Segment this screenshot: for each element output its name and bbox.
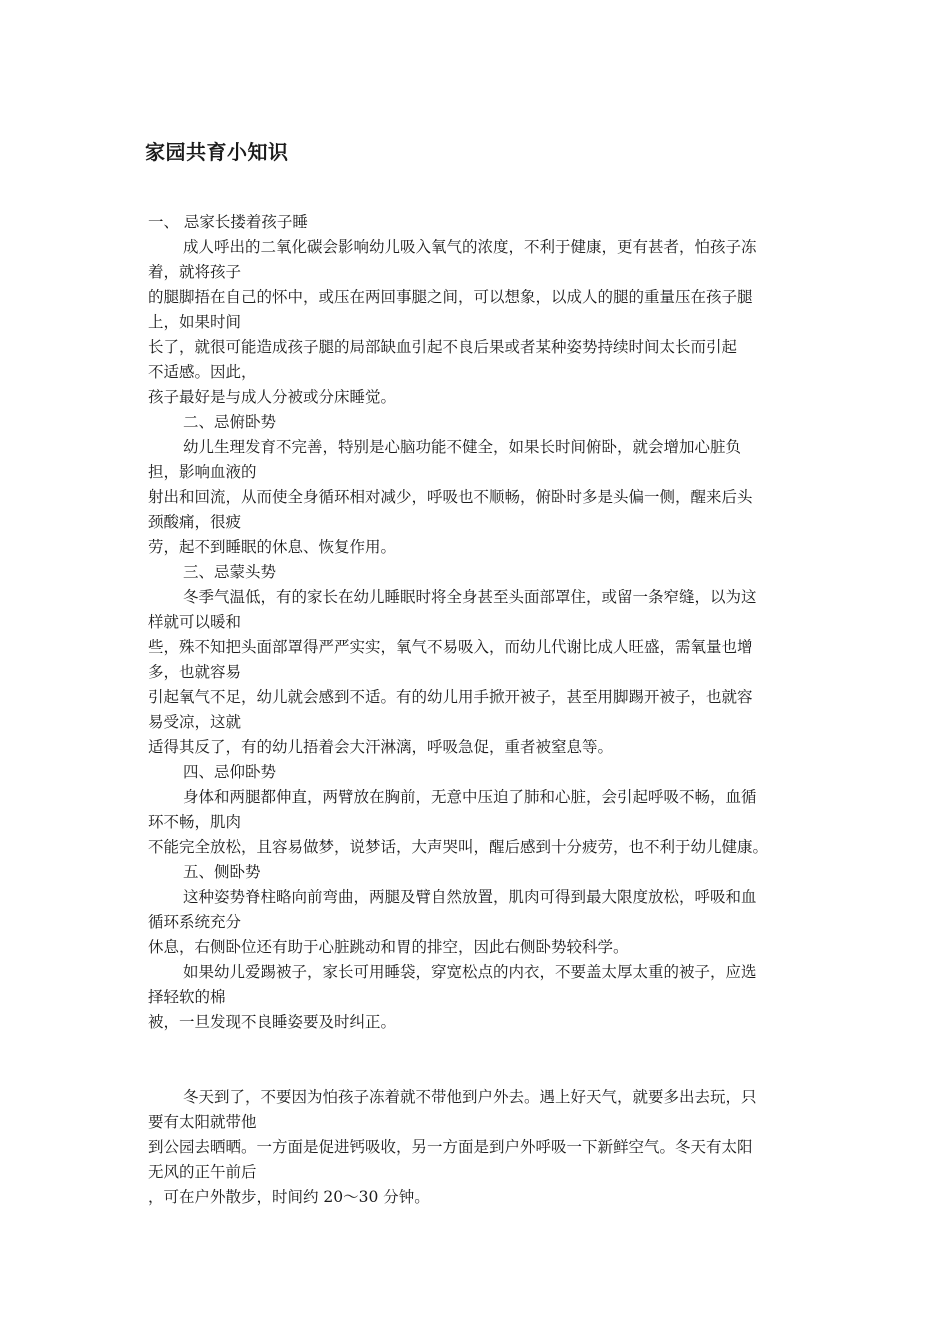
paragraph-line: 担，影响血液的 (148, 463, 257, 481)
paragraph-line: 易受凉，这就 (148, 713, 242, 731)
paragraph-line: 颈酸痛，很疲 (148, 513, 242, 531)
paragraph-line: 孩子最好是与成人分被或分床睡觉。 (148, 388, 397, 406)
paragraph-line: 被，一旦发现不良睡姿要及时纠正。 (148, 1013, 397, 1031)
paragraph-line: 到公园去晒晒。一方面是促进钙吸收，另一方面是到户外呼吸一下新鲜空气。冬天有太阳 (148, 1138, 753, 1156)
paragraph-line: 无风的正午前后 (148, 1163, 257, 1181)
paragraph-line: 这种姿势脊柱略向前弯曲，两腿及臂自然放置，肌肉可得到最大限度放松，呼吸和血 (183, 888, 757, 906)
paragraph-line: 如果幼儿爱踢被子，家长可用睡袋，穿宽松点的内衣，不要盖太厚太重的被子，应选 (183, 963, 757, 981)
paragraph-line: 长了，就很可能造成孩子腿的局部缺血引起不良后果或者某种姿势持续时间太长而引起 (148, 338, 738, 356)
paragraph-line: 些，殊不知把头面部罩得严严实实，氧气不易吸入，而幼儿代谢比成人旺盛，需氧量也增 (148, 638, 753, 656)
paragraph-line: 劳，起不到睡眠的休息、恢复作用。 (148, 538, 397, 556)
paragraph-line: 样就可以暖和 (148, 613, 242, 631)
paragraph-line: 引起氧气不足，幼儿就会感到不适。有的幼儿用手掀开被子，甚至用脚踢开被子，也就容 (148, 688, 753, 706)
paragraph-spacer (148, 1035, 808, 1085)
paragraph-line: 的腿脚捂在自己的怀中，或压在两回事腿之间，可以想象，以成人的腿的重量压在孩子腿 (148, 288, 753, 306)
document-title: 家园共育小知识 (145, 140, 289, 164)
paragraph-line: 冬季气温低，有的家长在幼儿睡眠时将全身甚至头面部罩住，或留一条窄缝，以为这 (183, 588, 757, 606)
paragraph-line: 适得其反了，有的幼儿捂着会大汗淋漓，呼吸急促，重者被窒息等。 (148, 738, 614, 756)
paragraph-line: 休息，右侧卧位还有助于心脏跳动和胃的排空，因此右侧卧势较科学。 (148, 938, 629, 956)
paragraph-line: 不能完全放松，且容易做梦，说梦话，大声哭叫，醒后感到十分疲劳，也不利于幼儿健康。 (148, 838, 769, 856)
section-heading-3: 三、忌蒙头势 (183, 563, 277, 581)
document-body (148, 210, 808, 1210)
paragraph-line: 成人呼出的二氧化碳会影响幼儿吸入氧气的浓度，不利于健康，更有甚者，怕孩子冻 (183, 238, 757, 256)
paragraph-line: 多，也就容易 (148, 663, 242, 681)
paragraph-line: 射出和回流，从而使全身循环相对减少，呼吸也不顺畅，俯卧时多是头偏一侧，醒来后头 (148, 488, 753, 506)
paragraph-line: 身体和两腿都伸直，两臂放在胸前，无意中压迫了肺和心脏，会引起呼吸不畅，血循 (183, 788, 757, 806)
paragraph-line: 冬天到了，不要因为怕孩子冻着就不带他到户外去。遇上好天气，就要多出去玩，只 (183, 1088, 757, 1106)
section-heading-2: 二、忌俯卧势 (183, 413, 277, 431)
paragraph-line: 上，如果时间 (148, 313, 242, 331)
paragraph-line: 环不畅，肌肉 (148, 813, 242, 831)
section-heading-1: 一、 忌家长搂着孩子睡 (148, 213, 308, 231)
paragraph-line: 循环系统充分 (148, 913, 242, 931)
paragraph-line: 择轻软的棉 (148, 988, 226, 1006)
paragraph-line: 幼儿生理发育不完善，特别是心脑功能不健全，如果长时间俯卧，就会增加心脏负 (183, 438, 742, 456)
section-heading-5: 五、侧卧势 (183, 863, 261, 881)
paragraph-line: ，可在户外散步，时间约 20～30 分钟。 (148, 1188, 430, 1206)
paragraph-line: 着，就将孩子 (148, 263, 242, 281)
paragraph-line: 要有太阳就带他 (148, 1113, 257, 1131)
paragraph-line: 不适感。因此， (148, 363, 257, 381)
section-heading-4: 四、忌仰卧势 (183, 763, 277, 781)
